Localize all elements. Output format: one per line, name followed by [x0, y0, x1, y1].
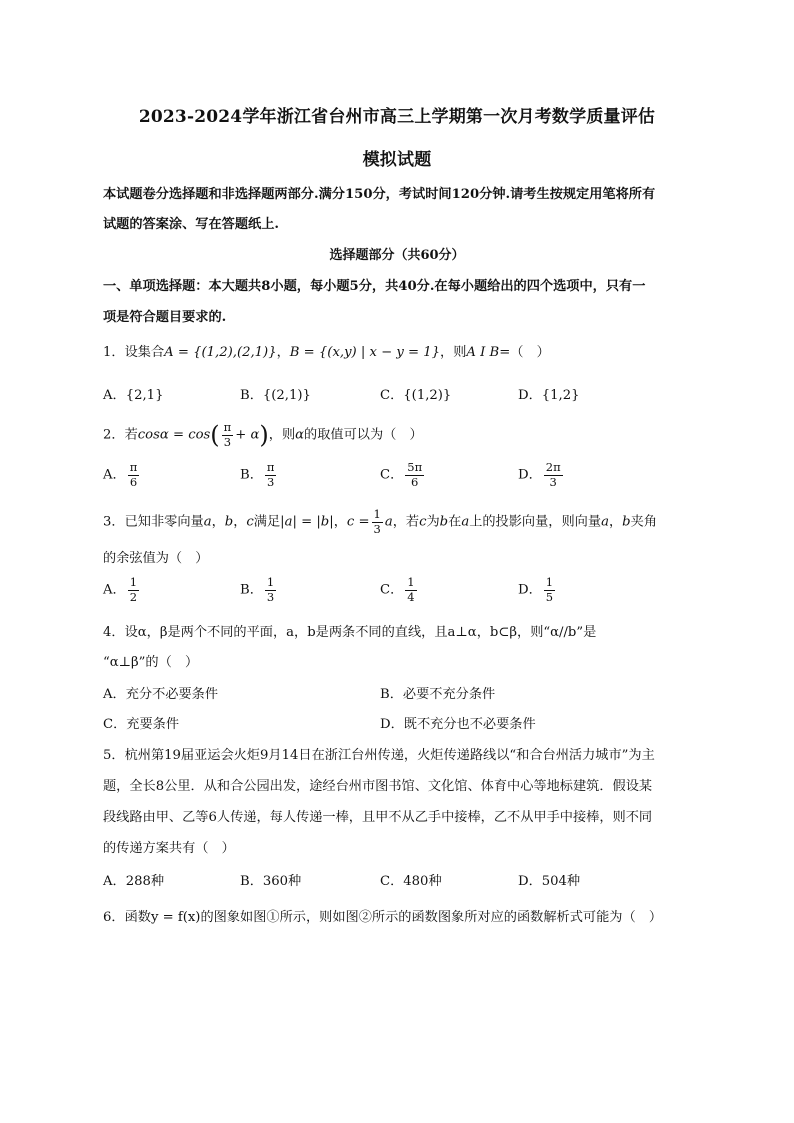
q2-option-b-fraction [265, 462, 277, 488]
q2-stem-mid: ，则 [268, 427, 296, 443]
q2-expression-left: cosα = cos [137, 427, 211, 443]
q2-close-paren: ) [259, 421, 269, 449]
q3-vector-b-3: b [622, 514, 631, 530]
q2-variable: α [295, 427, 305, 443]
question-4-stem: 4．设α，β是两个不同的平面，a，b是两条不同的直线，且a⊥α，b⊂β，则“α//b”是 [103, 625, 597, 640]
q3-option-d-letter: D． [518, 582, 542, 598]
q2-open-paren: ( [210, 421, 220, 449]
q1-tail: =（ ） [499, 345, 550, 360]
q1-set-a: A = {(1,2),(2,1)} [164, 345, 277, 360]
section-instructions-1: 一、单项选择题：本大题共8小题，每小题5分，共40分.在每小题给出的四个选项中，只有一 [103, 279, 646, 294]
q2-fraction [222, 422, 234, 448]
q2-option-a-num: π [129, 460, 138, 474]
q2-stem-tail: 的取值可以为（ ） [304, 427, 423, 443]
q5-option-b: B．360种 [240, 874, 302, 889]
q2-option-c-letter: C． [380, 467, 404, 483]
question-3-stem [103, 509, 657, 535]
question-2-stem [103, 421, 423, 449]
q1-set-b: B = {(x,y) | x − y = 1} [289, 345, 441, 360]
q5-option-a: A．288种 [103, 874, 165, 889]
page-subtitle: 模拟试题 [362, 150, 432, 170]
q3-sep-2: ， [233, 514, 247, 530]
question-3-stem-2: 的余弦值为（ ） [103, 551, 209, 566]
q3-vector-c-2: c [419, 514, 427, 530]
q2-option-d-num: 2π [545, 460, 561, 474]
q3-sep-1: ， [211, 514, 225, 530]
q3-vector-a-3: a [601, 514, 609, 530]
q2-option-b-letter: B． [240, 467, 263, 483]
q3-option-a [103, 577, 141, 603]
q3-c-vector: a [384, 514, 393, 530]
q3-sep-3: ， [333, 514, 347, 530]
q3-option-a-den: 2 [129, 589, 138, 604]
q3-is: 为 [426, 514, 440, 530]
q2-option-c-num: 5π [407, 460, 423, 474]
q3-angle: 夹角 [630, 514, 657, 530]
section-instructions-2: 项是符合题目要求的. [103, 310, 227, 325]
q2-option-d-den: 3 [549, 474, 557, 489]
q2-option-c-den: 6 [411, 474, 419, 489]
q3-c-num: 1 [373, 507, 381, 521]
q3-stem-prefix: 3．已知非零向量 [103, 514, 204, 530]
q3-option-c-letter: C． [380, 582, 404, 598]
q3-vector-b: b [224, 514, 234, 530]
q1-option-c: C．{(1,2)} [380, 388, 452, 403]
q3-option-b-den: 3 [266, 589, 275, 604]
question-5-stem-4: 的传递方案共有（ ） [103, 841, 235, 856]
q5-option-c: C．480种 [380, 874, 442, 889]
q2-expression-plus: + α [235, 427, 260, 443]
q3-c-den: 3 [373, 521, 381, 536]
q3-sep-4: ， [608, 514, 623, 530]
q3-c-fraction [372, 509, 383, 535]
q3-option-c [380, 577, 419, 603]
question-1-stem [103, 341, 550, 360]
question-5-stem: 5．杭州第19届亚运会火炬9月14日在浙江台州传递，火炬传递路线以“和合台州活力城市”为主 [103, 748, 655, 763]
q3-if: ，若 [392, 514, 420, 530]
intro-line-2: 试题的答案涂、写在答题纸上. [103, 217, 280, 232]
q3-option-a-letter: A． [103, 582, 126, 598]
section-label: 选择题部分（共60分） [329, 248, 465, 263]
q3-option-d-den: 5 [545, 589, 554, 604]
q3-option-b [240, 577, 278, 603]
question-4-stem-2: “α⊥β”的（ ） [103, 655, 199, 670]
question-5-stem-3: 段线路由甲、乙等6人传递，每人传递一棒，且甲不从乙手中接棒，乙不从甲手中接棒，则不同 [103, 810, 653, 825]
q4-option-d: D．既不充分也不必要条件 [380, 717, 536, 732]
q1-expression: A I B [466, 345, 500, 360]
q2-fraction-num: π [223, 420, 232, 434]
q1-ask: ，则 [440, 345, 467, 360]
q3-condition: |a| = |b| [280, 514, 334, 530]
q3-projection: 上的投影向量，则向量 [469, 514, 602, 530]
q3-option-b-fraction [265, 577, 276, 603]
q3-option-a-fraction [128, 577, 139, 603]
q3-option-d [518, 577, 557, 603]
q3-option-a-num: 1 [129, 575, 138, 589]
q2-option-d [518, 462, 565, 488]
q1-option-b: B．{(2,1)} [240, 388, 311, 403]
question-5-stem-2: 题，全长8公里．从和合公园出发，途经台州市图书馆、文化馆、体育中心等地标建筑．假设某 [103, 779, 653, 794]
q3-vector-a: a [203, 514, 212, 530]
q3-option-c-fraction [405, 577, 416, 603]
q2-option-a-den: 6 [129, 474, 138, 489]
q2-option-a-letter: A． [103, 467, 126, 483]
q4-option-a: A．充分不必要条件 [103, 687, 219, 702]
q2-option-a-fraction [128, 462, 140, 488]
q3-vector-b-2: b [439, 514, 449, 530]
q1-option-a: A．{2,1} [103, 388, 164, 403]
q2-option-b [240, 462, 278, 488]
q2-option-d-fraction [544, 462, 563, 488]
q3-option-b-letter: B． [240, 582, 263, 598]
question-6-stem: 6．函数y = f(x)的图象如图①所示，则如图②所示的函数图象所对应的函数解析式可能为（ ） [103, 910, 663, 925]
q3-c-equals: c = [346, 514, 370, 530]
q2-stem-prefix: 2．若 [103, 427, 138, 443]
q3-vector-a-2: a [461, 514, 470, 530]
q3-vector-c: c [246, 514, 254, 530]
q3-option-c-num: 1 [407, 575, 415, 589]
page-title: 2023-2024学年浙江省台州市高三上学期第一次月考数学质量评估 [138, 107, 656, 127]
q3-option-d-num: 1 [545, 575, 554, 589]
q2-option-c [380, 462, 426, 488]
q1-option-d: D．{1,2} [518, 388, 580, 403]
q4-option-b: B．必要不充分条件 [380, 687, 496, 702]
q2-option-a [103, 462, 141, 488]
q2-option-d-letter: D． [518, 467, 542, 483]
q1-separator: ， [276, 345, 290, 360]
q2-fraction-den: 3 [223, 434, 232, 449]
q5-option-d: D．504种 [518, 874, 581, 889]
q2-option-c-fraction [405, 462, 424, 488]
q3-on: 在 [448, 514, 462, 530]
q3-option-c-den: 4 [407, 589, 415, 604]
q1-stem-prefix: 1．设集合 [103, 345, 165, 360]
q3-satisfy: 满足 [253, 514, 281, 530]
q2-option-b-num: π [266, 460, 275, 474]
q4-option-c: C．充要条件 [103, 717, 180, 732]
q3-option-b-num: 1 [266, 575, 275, 589]
intro-line-1: 本试题卷分选择题和非选择题两部分.满分150分，考试时间120分钟.请考生按规定用笔将所有 [103, 187, 656, 202]
q2-option-b-den: 3 [267, 474, 275, 489]
q3-option-d-fraction [544, 577, 555, 603]
